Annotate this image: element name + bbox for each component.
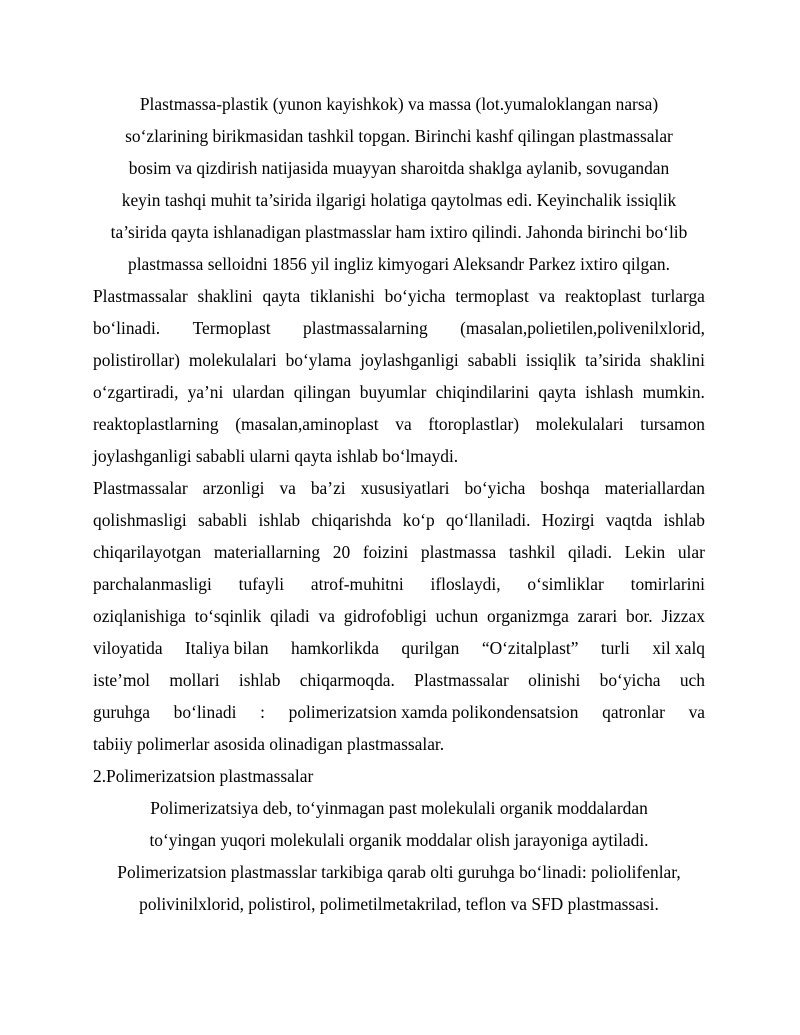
word: tashkil: [508, 542, 556, 562]
word: va: [318, 606, 335, 626]
text-line: [93, 600, 705, 632]
word: qolishmasligi: [93, 510, 187, 530]
word: Hozirgi: [541, 510, 595, 530]
word: “O‘zitalplast”: [481, 638, 579, 658]
text-line: tabiiy polimerlar asosida olinadigan plastmassalar.: [93, 734, 445, 754]
word: qiladi: [270, 606, 310, 626]
text-line: to‘yingan yuqori molekulali organik moddalar olish jarayoniga aytiladi.: [149, 830, 649, 850]
word: va: [538, 286, 556, 306]
text-line: [93, 408, 705, 440]
word: (masalan,aminoplast: [235, 414, 379, 434]
word: qurilgan: [401, 638, 460, 658]
word: bor.: [626, 606, 653, 626]
word: olinishi: [528, 670, 581, 690]
word: o‘simliklar: [527, 574, 604, 594]
word: to‘sqinlik: [194, 606, 262, 626]
word: 20: [332, 542, 351, 562]
word: joylashganligi: [360, 350, 459, 370]
word: issiqlik: [525, 350, 577, 370]
word: ko‘p: [402, 510, 435, 530]
word: mumkin.: [642, 382, 705, 402]
document-page: [93, 88, 705, 920]
word: buyumlar: [359, 382, 427, 402]
word: qiladi.: [567, 542, 612, 562]
text-line: [93, 472, 705, 504]
word: oziqlanishiga: [93, 606, 186, 626]
word: va: [688, 702, 705, 722]
word: ishlash: [585, 382, 634, 402]
word: bo‘yicha: [599, 670, 661, 690]
word: molekulalari: [188, 350, 277, 370]
word: shaklini: [197, 286, 253, 306]
text-line: [93, 632, 705, 664]
word: bo‘yicha: [384, 286, 446, 306]
word: turlarga: [651, 286, 705, 306]
word: uch: [679, 670, 705, 690]
word: molekulalari: [535, 414, 624, 434]
word: Italiya bilan: [185, 638, 269, 658]
text-line: Polimerizatsiya deb, to‘yinmagan past molekulali organik moddalardan: [150, 798, 648, 818]
word: qatronlar: [602, 702, 665, 722]
text-line: so‘zlarining birikmasidan tashkil topgan. Birinchi kashf qilingan plastmassalar: [125, 126, 673, 146]
text-line: Polimerizatsion plastmasslar tarkibiga qarab olti guruhga bo‘linadi: poliolifenlar,: [117, 862, 681, 882]
word: reaktoplast: [564, 286, 642, 306]
word: Jizzax: [661, 606, 705, 626]
word: plastmassa: [420, 542, 497, 562]
word: materiallardan: [604, 478, 705, 498]
word: chiqarishda: [311, 510, 392, 530]
text-line: [93, 280, 705, 312]
word: Lekin: [624, 542, 666, 562]
text-line: polivinilxlorid, polistirol, polimetilmetakrilad, teflon va SFD plastmassasi.: [139, 894, 659, 914]
word: zarari: [577, 606, 618, 626]
word: polistirollar): [93, 350, 180, 370]
word: o‘zgartiradi,: [93, 382, 179, 402]
text-line: [93, 312, 705, 344]
word: qayta: [262, 286, 301, 306]
word: guruhga: [93, 702, 150, 722]
word: sababli: [198, 510, 248, 530]
word: boshqa: [540, 478, 590, 498]
word: plastmassalarning: [303, 318, 428, 338]
word: ta’sirida: [584, 350, 641, 370]
word: Plastmassalar: [93, 286, 188, 306]
word: polimerizatsion xamda polikondensatsion: [288, 702, 579, 722]
word: reaktoplastlarning: [93, 414, 219, 434]
word: bo‘linadi: [173, 702, 237, 722]
word: ulardan: [232, 382, 285, 402]
word: Termoplast: [192, 318, 271, 338]
word: arzonligi: [202, 478, 265, 498]
word: Plastmassalar: [93, 478, 188, 498]
word: :: [260, 702, 265, 722]
plastic-usage-paragraph: [93, 472, 705, 760]
intro-paragraph: [93, 88, 705, 280]
word: iste’mol: [93, 670, 150, 690]
word: va: [279, 478, 296, 498]
text-line: [93, 344, 705, 376]
word: foizini: [362, 542, 409, 562]
text-line: ta’sirida qayta ishlanadigan plastmasslar ham ixtiro qilindi. Jahonda birinchi bo‘lib: [110, 222, 688, 242]
text-line: Plastmassa-plastik (yunon kayishkok) va massa (lot.yumaloklangan narsa): [139, 94, 659, 114]
word: chiqarmoqda.: [299, 670, 395, 690]
word: va: [395, 414, 412, 434]
text-line: bosim va qizdirish natijasida muayyan sharoitda shaklga aylanib, sovugandan: [128, 158, 670, 178]
word: materiallarning: [213, 542, 321, 562]
word: qo‘llaniladi.: [445, 510, 531, 530]
word: gidrofobligi: [343, 606, 427, 626]
text-line: [93, 536, 705, 568]
word: tufayli: [238, 574, 285, 594]
text-line: [93, 664, 705, 696]
text-line: [93, 376, 705, 408]
word: ya’ni: [187, 382, 224, 402]
word: qilingan: [293, 382, 351, 402]
word: bo‘yicha: [464, 478, 526, 498]
word: vaqtda: [605, 510, 653, 530]
word: turli: [600, 638, 630, 658]
text-line: [93, 568, 705, 600]
word: termoplast: [455, 286, 529, 306]
word: chiqarilayotgan: [93, 542, 202, 562]
word: ishlab: [258, 510, 301, 530]
word: mollari: [169, 670, 220, 690]
word: organizmga: [487, 606, 569, 626]
word: Plastmassalar: [414, 670, 509, 690]
section-heading: 2.Polimerizatsion plastmassalar: [93, 766, 314, 786]
word: ifloslaydi,: [430, 574, 501, 594]
word: ishlab: [238, 670, 281, 690]
text-line: keyin tashqi muhit ta’sirida ilgarigi holatiga qaytolmas edi. Keyinchalik issiqlik: [121, 190, 677, 210]
word: ular: [677, 542, 705, 562]
word: parchalanmasligi: [93, 574, 212, 594]
word: bo‘ylama: [285, 350, 352, 370]
word: tomirlarini: [630, 574, 705, 594]
text-line: [93, 696, 705, 728]
word: (masalan,polietilen,polivenilxlorid,: [460, 318, 705, 338]
word: xil xalq: [652, 638, 705, 658]
word: ba’zi: [310, 478, 346, 498]
text-line: [93, 504, 705, 536]
polymerization-paragraph: [93, 792, 705, 920]
word: xususiyatlari: [360, 478, 450, 498]
word: shaklini: [649, 350, 705, 370]
plastic-types-paragraph: [93, 280, 705, 472]
word: tursamon: [640, 414, 705, 434]
word: tiklanishi: [310, 286, 375, 306]
word: atrof-muhitni: [310, 574, 404, 594]
word: hamkorlikda: [291, 638, 379, 658]
word: uchun: [435, 606, 479, 626]
word: ftoroplastlar): [428, 414, 520, 434]
word: bo‘linadi.: [93, 318, 161, 338]
word: qayta: [538, 382, 577, 402]
text-line: joylashganligi sababli ularni qayta ishlab bo‘lmaydi.: [93, 446, 459, 466]
text-line: plastmassa selloidni 1856 yil ingliz kimyogari Aleksandr Parkez ixtiro qilgan.: [128, 254, 670, 274]
word: viloyatida: [93, 638, 163, 658]
word: chiqindilarini: [435, 382, 530, 402]
word: sababli: [467, 350, 517, 370]
word: ishlab: [663, 510, 705, 530]
